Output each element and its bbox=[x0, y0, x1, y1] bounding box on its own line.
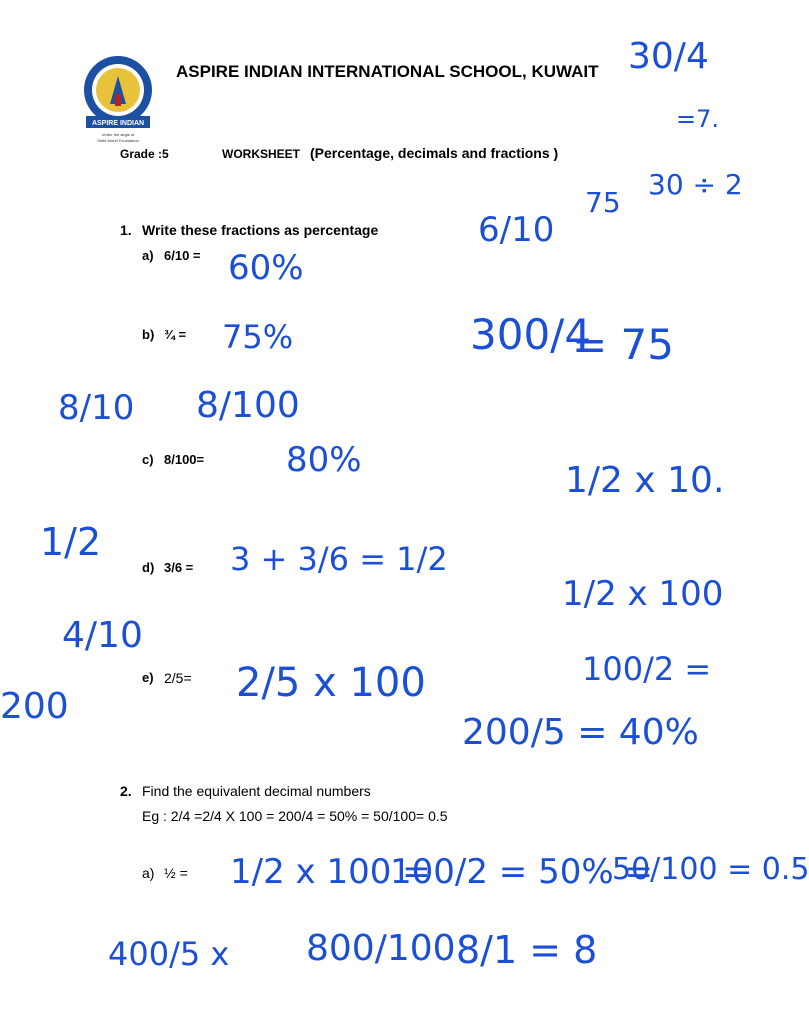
hw-q2a-work-1: 1/2 x 100 = bbox=[230, 852, 431, 892]
q1-item-b-expr: ¾ = bbox=[164, 327, 187, 342]
hw-frac-8-10: 8/10 bbox=[58, 388, 135, 428]
hw-frac-100-2: 100/2 = bbox=[582, 650, 712, 688]
hw-top-right-equals: =7. bbox=[676, 105, 720, 133]
q1-item-d-expr: 3/6 = bbox=[164, 560, 194, 575]
q1-item-e-label: e) bbox=[142, 670, 154, 685]
hw-frac-1-2-x100: 1/2 x 100 bbox=[562, 574, 724, 614]
hw-frac-8-100: 8/100 bbox=[196, 385, 300, 426]
q2-example: Eg : 2/4 =2/4 X 100 = 200/4 = 50% = 50/100= 0.5 bbox=[142, 808, 448, 824]
hw-b-answer: 75% bbox=[222, 318, 294, 356]
hw-bottom-2: 800/100 bbox=[306, 928, 456, 969]
hw-num-200: 200 bbox=[0, 686, 69, 727]
school-logo bbox=[78, 54, 158, 144]
q1-number: 1. bbox=[120, 222, 132, 238]
worksheet-label: WORKSHEET bbox=[222, 147, 300, 161]
hw-a-answer: 60% bbox=[228, 248, 304, 288]
hw-frac-6-10: 6/10 bbox=[478, 210, 555, 250]
q1-item-c-label: c) bbox=[142, 452, 154, 467]
logo-name: ASPIRE INDIAN bbox=[91, 120, 145, 127]
hw-frac-1-2-left: 1/2 bbox=[40, 520, 102, 564]
q1-prompt: Write these fractions as percentage bbox=[142, 222, 379, 238]
hw-top-right-fraction: 30/4 bbox=[628, 36, 709, 77]
hw-frac-200-5: 200/5 = 40% bbox=[462, 712, 699, 753]
worksheet-topic: (Percentage, decimals and fractions ) bbox=[310, 145, 559, 161]
school-title: ASPIRE INDIAN INTERNATIONAL SCHOOL, KUWAIT bbox=[176, 62, 599, 81]
hw-bottom-1: 400/5 x bbox=[108, 935, 230, 973]
q2-prompt: Find the equivalent decimal numbers bbox=[142, 783, 371, 799]
hw-e-work: 2/5 x 100 bbox=[236, 660, 426, 706]
q1-item-e-expr: 2/5= bbox=[164, 670, 192, 686]
q2-number: 2. bbox=[120, 783, 132, 799]
q1-item-c-expr: 8/100= bbox=[164, 452, 205, 467]
hw-note-75: 75 bbox=[585, 186, 621, 219]
hw-frac-4-10: 4/10 bbox=[62, 615, 143, 656]
q1-item-a-label: a) bbox=[142, 248, 154, 263]
q1-item-a-expr: 6/10 = bbox=[164, 248, 201, 263]
hw-note-30-div: 30 ÷ 2 bbox=[648, 168, 743, 201]
q1-item-b-label: b) bbox=[142, 327, 155, 342]
hw-eq-75: = 75 bbox=[572, 320, 674, 369]
hw-d-work: 3 + 3/6 = 1/2 bbox=[230, 540, 448, 578]
hw-c-answer: 80% bbox=[286, 440, 362, 480]
q1-item-d-label: d) bbox=[142, 560, 155, 575]
grade-label: Grade :5 bbox=[120, 147, 169, 161]
hw-frac-300-4: 300/4 bbox=[470, 310, 592, 359]
svg-text:Sethi World Foundation: Sethi World Foundation bbox=[97, 138, 139, 143]
hw-q2a-work-3: 50/100 = 0.5 bbox=[612, 852, 809, 887]
q2-item-a-label: a) bbox=[142, 865, 155, 881]
hw-bottom-3: 8/1 = 8 bbox=[456, 928, 598, 972]
svg-text:Under the aegis of: Under the aegis of bbox=[101, 132, 135, 137]
hw-frac-1-2-x: 1/2 x 10. bbox=[565, 460, 725, 501]
q2-item-a-expr: ½ = bbox=[164, 865, 188, 881]
hw-q2a-work-2: 100/2 = 50% = bbox=[390, 852, 653, 892]
